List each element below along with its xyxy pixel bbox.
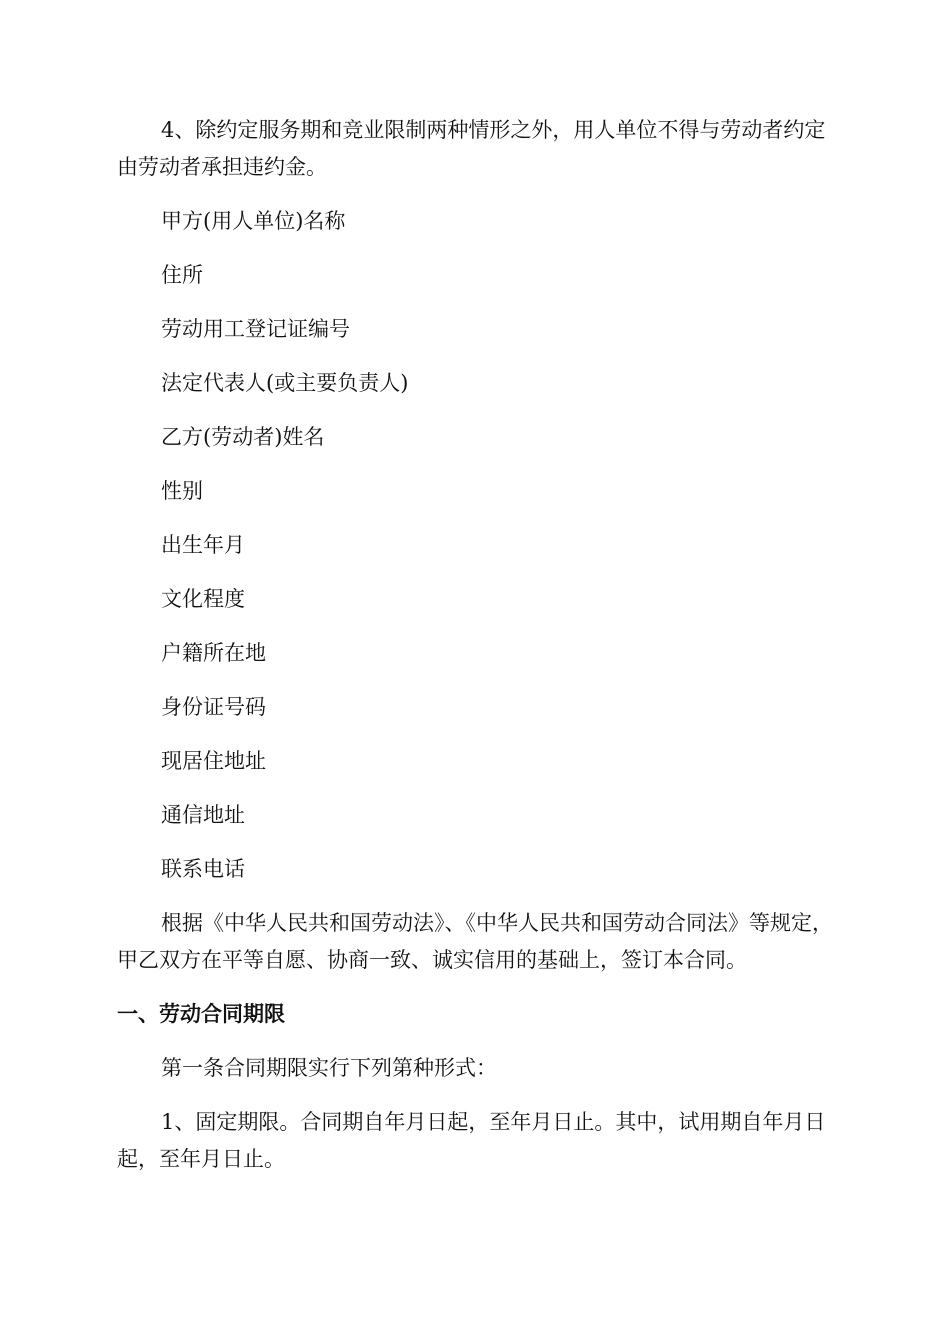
field-id-number: 身份证号码 [161,695,266,719]
field-legal-representative: 法定代表人(或主要负责人) [161,371,409,395]
section-heading-contract-term: 一、劳动合同期限 [117,1002,285,1026]
field-phone: 联系电话 [161,857,245,881]
field-birth-date: 出生年月 [161,533,245,557]
field-current-address: 现居住地址 [161,749,266,773]
field-education: 文化程度 [161,587,245,611]
paragraph-legal-basis: 根据《中华人民共和国劳动法》、《中华人民共和国劳动合同法》等规定，甲乙双方在平等自愿、协商一致、诚实信用的基础上，签订本合同。 [117,911,833,972]
paragraph-article-one: 第一条合同期限实行下列第种形式： [161,1056,497,1080]
field-employer-name: 甲方(用人单位)名称 [161,209,346,233]
field-gender: 性别 [161,479,203,503]
field-registration-number: 劳动用工登记证编号 [161,317,350,341]
paragraph-fixed-term: 1、固定期限。合同期自年月日起，至年月日止。其中，试用期自年月日起，至年月日止。 [117,1110,826,1171]
field-address: 住所 [161,263,203,287]
document-body [117,112,833,1178]
field-household-registration: 户籍所在地 [161,641,266,665]
field-employee-name: 乙方(劳动者)姓名 [161,425,325,449]
field-mailing-address: 通信地址 [161,803,245,827]
paragraph-penalty-clause: 4、除约定服务期和竞业限制两种情形之外，用人单位不得与劳动者约定由劳动者承担违约金。 [117,118,826,179]
